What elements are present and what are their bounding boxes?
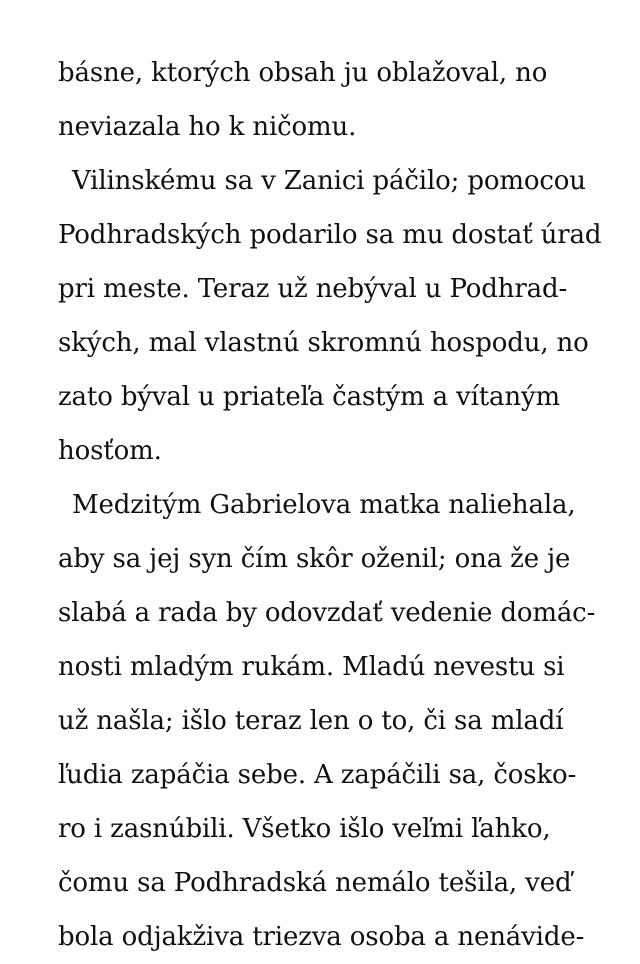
text-line: nosti mladým rukám. Mladú nevestu si	[58, 652, 565, 682]
text-line: Podhradských podarilo sa mu dostať úrad	[58, 220, 602, 250]
text-line: básne, ktorých obsah ju oblažoval, no	[58, 58, 548, 88]
text-line: čomu sa Podhradská nemálo tešila, veď	[58, 868, 572, 898]
text-line: zato býval u priateľa častým a vítaným	[58, 382, 561, 412]
text-line: neviazala ho k ničomu.	[58, 112, 357, 142]
paragraph-start-line: Vilinskému sa v Zanici páčilo; pomocou	[72, 166, 586, 196]
text-line: aby sa jej syn čím skôr oženil; ona že je	[58, 544, 571, 574]
text-line: pri meste. Teraz už nebýval u Podhrad-	[58, 274, 568, 304]
body-text	[58, 46, 618, 964]
text-line: bola odjakživa triezva osoba a nenávide-	[58, 922, 585, 952]
text-line: ľudia zapáčia sebe. A zapáčili sa, čosko-	[58, 760, 577, 790]
paragraph-start-line: Medzitým Gabrielova matka naliehala,	[72, 490, 576, 520]
text-line: už našla; išlo teraz len o to, či sa mladí	[58, 706, 564, 736]
text-line: hosťom.	[58, 436, 162, 466]
text-line: slabá a rada by odovzdať vedenie domác-	[58, 598, 596, 628]
text-line: ských, mal vlastnú skromnú hospodu, no	[58, 328, 589, 358]
text-line: ro i zasnúbili. Všetko išlo veľmi ľahko,	[58, 814, 551, 844]
